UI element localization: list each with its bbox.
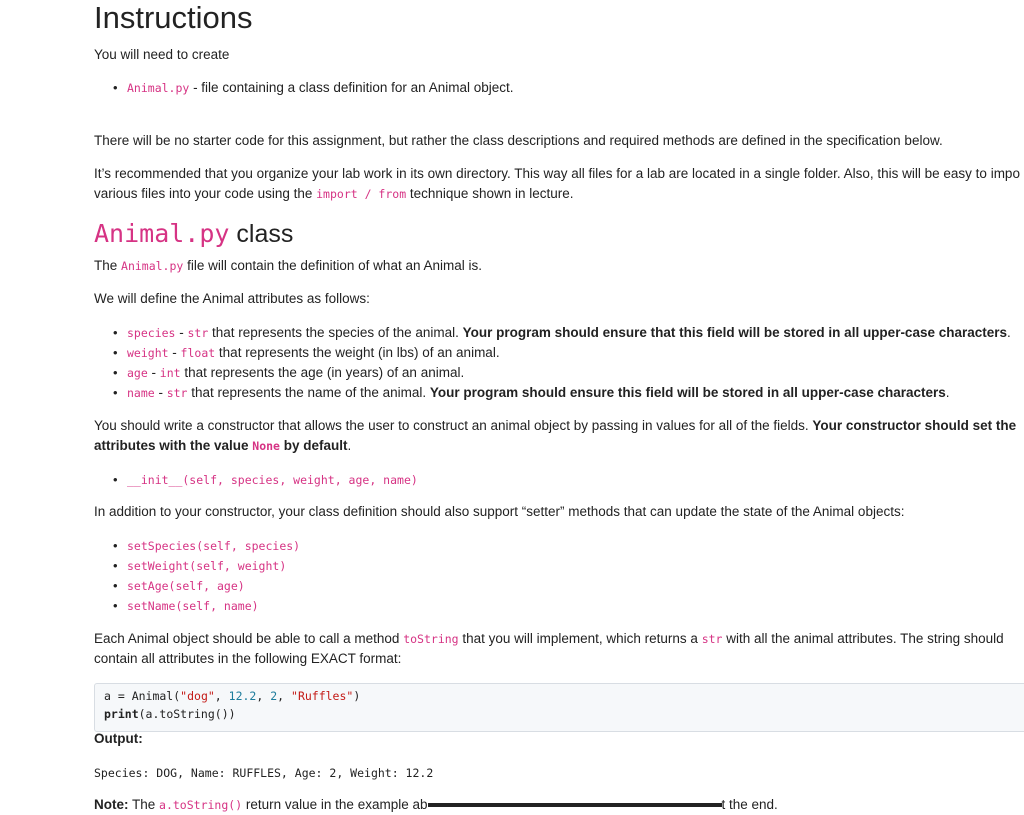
para-constructor-line2 (94, 436, 351, 456)
list-item-file (113, 78, 514, 98)
separator: - (147, 365, 160, 380)
inline-code: a.toString() (159, 798, 243, 812)
text: . (347, 438, 352, 453)
text: various files into your code using the (94, 186, 317, 201)
setter-signature: setWeight(self, weight) (127, 559, 287, 573)
list-item-setter (113, 556, 287, 576)
code-string: "dog" (180, 689, 215, 703)
text: . (945, 385, 950, 400)
code-token: , (214, 689, 229, 703)
bold-text: Your constructor should set the (812, 418, 1017, 433)
para-recommend-line1: It’s recommended that you organize your lab work in its own directory. This way all files for a lab are located in a single folder. Also, this will be easy to impo (94, 166, 1020, 181)
para-tostring-line2: contain all attributes in the following EXACT format: (94, 651, 402, 666)
file-description: - file containing a class definition for an Animal object. (189, 80, 514, 95)
bold-text: by default (279, 438, 348, 453)
para-file-def (94, 256, 482, 276)
text: file will contain the definition of what an Animal is. (183, 258, 482, 273)
bullet-icon: • (113, 578, 118, 593)
bullet-icon: • (113, 558, 118, 573)
output-label (94, 729, 143, 749)
list-item-setter (113, 576, 245, 596)
text: technique shown in lecture. (406, 186, 574, 201)
attr-desc: that represents the species of the animal. (208, 325, 463, 340)
list-item-attr (113, 383, 950, 403)
attr-desc: that represents the name of the animal. (187, 385, 430, 400)
inline-code: toString (403, 632, 459, 646)
bullet-icon: • (113, 472, 118, 487)
code-token: , (256, 689, 271, 703)
attr-name: weight (127, 346, 169, 360)
para-starter: There will be no starter code for this assignment, but rather the class descriptions and required methods are defined in the specification below. (94, 133, 943, 148)
code-block (94, 683, 1024, 732)
text: . (1007, 325, 1011, 340)
para-tostring-line1 (94, 629, 1004, 649)
code-token: , (277, 689, 292, 703)
list-item-setter (113, 536, 301, 556)
inline-code: str (701, 632, 723, 646)
attr-desc: that represents the age (in years) of an animal. (180, 365, 465, 380)
code-token: a = Animal( (104, 689, 181, 703)
separator: - (154, 385, 167, 400)
redaction-bar (428, 803, 722, 807)
list-item-constructor (113, 470, 418, 490)
code-line-1 (104, 689, 360, 703)
inline-code: Animal.py (121, 259, 184, 273)
attr-desc: that represents the weight (in lbs) of an animal. (215, 345, 500, 360)
file-name: Animal.py (127, 81, 190, 95)
bullet-icon: • (113, 80, 118, 95)
list-item-attr (113, 323, 1011, 343)
bullet-icon: • (113, 385, 118, 400)
code-line-2 (104, 707, 236, 721)
page-title: Instructions (94, 0, 253, 35)
setter-signature: setAge(self, age) (127, 579, 245, 593)
setters-intro: In addition to your constructor, your class definition should also support “setter” methods that can update the state of the Animal objects: (94, 504, 905, 519)
text: The (128, 797, 160, 812)
attr-type: int (159, 366, 181, 380)
text: You should write a constructor that allows the user to construct an animal object by passing in values for all of the fields. (94, 418, 813, 433)
inline-code: import / from (316, 187, 407, 201)
code-keyword: print (104, 707, 139, 721)
output-text: Species: DOG, Name: RUFFLES, Age: 2, Weight: 12.2 (94, 766, 434, 780)
separator: - (168, 345, 181, 360)
text: with all the animal attributes. The string should (722, 631, 1004, 646)
list-item-attr (113, 343, 500, 363)
separator: - (175, 325, 188, 340)
attr-name: name (127, 386, 155, 400)
code-number: 2 (270, 689, 278, 703)
text: Each Animal object should be able to call a method (94, 631, 404, 646)
section-code: Animal.py (94, 219, 230, 248)
setter-signature: setName(self, name) (127, 599, 259, 613)
note-paragraph (94, 795, 778, 815)
bullet-icon: • (113, 598, 118, 613)
bullet-icon: • (113, 345, 118, 360)
attr-requirement: Your program should ensure this field will be stored in all upper-case characters (429, 385, 946, 400)
attr-requirement: Your program should ensure that this field will be stored in all upper-case characters (462, 325, 1008, 340)
attr-type: str (187, 326, 209, 340)
list-item-setter (113, 596, 259, 616)
attr-type: float (180, 346, 216, 360)
code-token: (a.toString()) (138, 707, 236, 721)
constructor-signature: __init__(self, species, weight, age, name) (127, 473, 418, 487)
code-string: "Ruffles" (291, 689, 354, 703)
section-word: class (229, 220, 294, 248)
attrs-intro: We will define the Animal attributes as follows: (94, 291, 370, 306)
attr-name: age (127, 366, 148, 380)
section-heading (94, 219, 293, 249)
code-token: ) (353, 689, 361, 703)
note-label: Note: (94, 797, 129, 812)
text: The (94, 258, 122, 273)
text: return value in the example ab (242, 797, 428, 812)
bold-text: attributes with the value (94, 438, 253, 453)
para-recommend-line2 (94, 184, 574, 204)
text: that you will implement, which returns a (458, 631, 702, 646)
attr-name: species (127, 326, 176, 340)
intro-text: You will need to create (94, 47, 230, 62)
inline-code: None (252, 439, 280, 453)
bold-text: Output: (94, 731, 143, 746)
attr-type: str (166, 386, 188, 400)
code-number: 12.2 (228, 689, 257, 703)
bullet-icon: • (113, 538, 118, 553)
para-constructor-line1 (94, 416, 1016, 436)
bullet-icon: • (113, 365, 118, 380)
setter-signature: setSpecies(self, species) (127, 539, 301, 553)
text: t the end. (721, 797, 778, 812)
bullet-icon: • (113, 325, 118, 340)
list-item-attr (113, 363, 465, 383)
